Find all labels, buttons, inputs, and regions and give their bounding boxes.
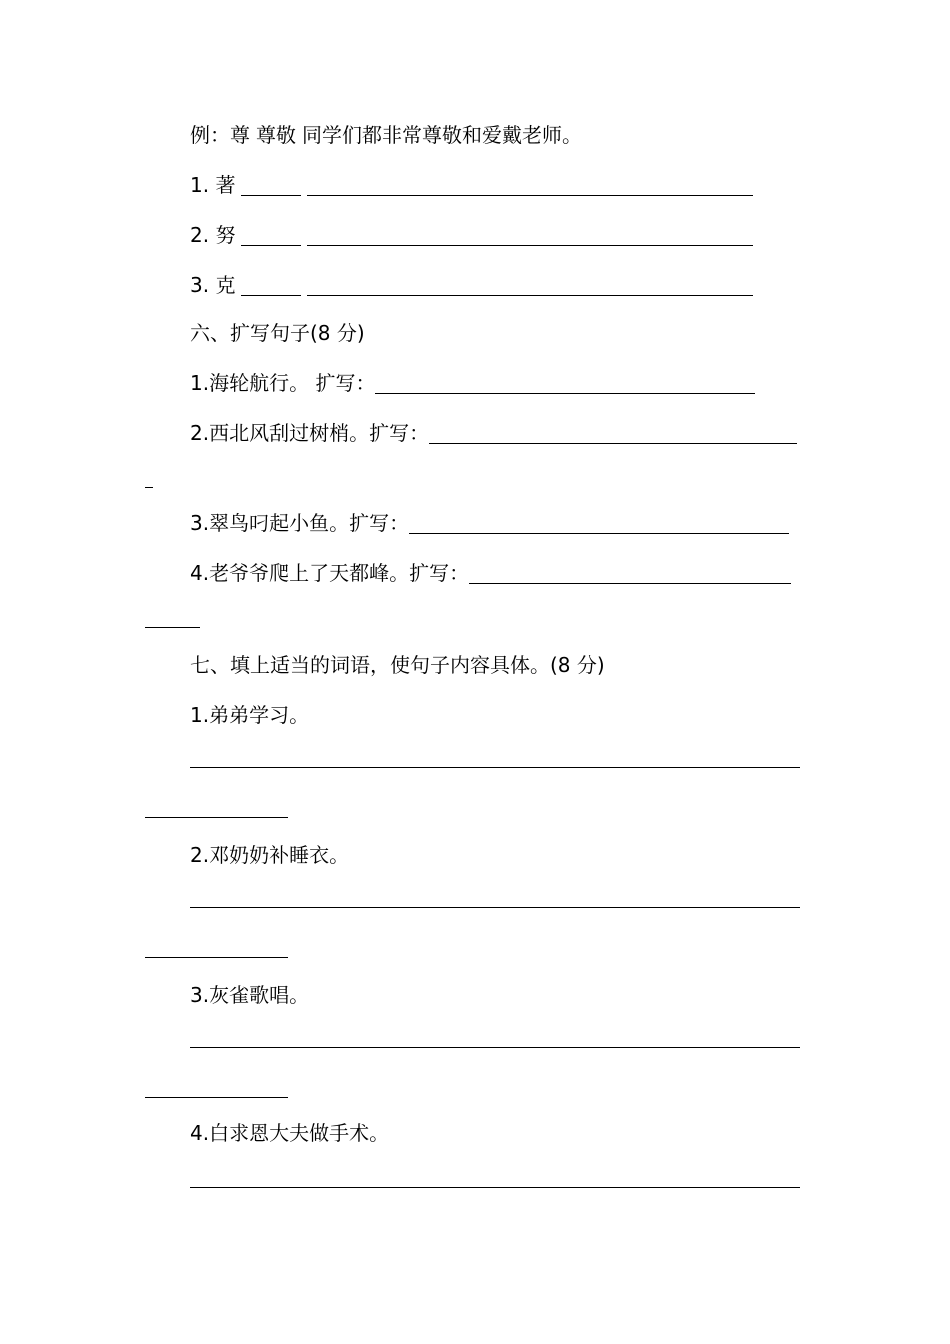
- word-blank[interactable]: [241, 223, 301, 246]
- expand-blank-tail[interactable]: [145, 605, 200, 628]
- expand-blank[interactable]: [409, 511, 789, 534]
- answer-blank-tail[interactable]: [145, 1075, 288, 1098]
- expand-item: [190, 368, 755, 398]
- expand-item-label: 4.老爷爷爬上了天都峰。扩写：: [190, 561, 470, 585]
- example-char: 尊: [230, 123, 250, 147]
- word-blank[interactable]: [241, 273, 301, 296]
- detail-item: [190, 1118, 389, 1148]
- answer-line-continuation: [145, 1072, 288, 1102]
- detail-item: [190, 700, 309, 730]
- section6-heading: 六、扩写句子(8 分): [190, 321, 365, 345]
- expand-item-label: 2.西北风刮过树梢。扩写：: [190, 421, 430, 445]
- answer-blank[interactable]: [190, 1165, 800, 1188]
- sentence-blank[interactable]: [307, 173, 753, 196]
- word-item: [190, 270, 753, 300]
- expand-blank-continuation: [145, 462, 153, 492]
- expand-item: [190, 508, 789, 538]
- answer-line: [190, 882, 800, 912]
- word-item-label: 2. 努: [190, 223, 236, 247]
- example-sentence: 同学们都非常尊敬和爱戴老师。: [302, 123, 582, 147]
- expand-item-label: 1.海轮航行。 扩写：: [190, 371, 376, 395]
- example-label: 例：: [190, 123, 230, 147]
- word-item-label: 1. 著: [190, 173, 236, 197]
- detail-item-label: 4.白求恩大夫做手术。: [190, 1121, 390, 1145]
- detail-item: [190, 980, 309, 1010]
- expand-blank[interactable]: [375, 371, 755, 394]
- example-line: [190, 120, 582, 150]
- answer-line: [190, 1022, 800, 1052]
- word-item-label: 3. 克: [190, 273, 236, 297]
- expand-item: [190, 418, 797, 448]
- answer-line-continuation: [145, 792, 288, 822]
- expand-item: [190, 558, 791, 588]
- answer-blank[interactable]: [190, 745, 800, 768]
- expand-blank[interactable]: [429, 421, 797, 444]
- detail-item-label: 2.邓奶奶补睡衣。: [190, 843, 350, 867]
- word-item: [190, 170, 753, 200]
- sentence-blank[interactable]: [307, 273, 753, 296]
- expand-blank[interactable]: [469, 561, 791, 584]
- detail-item-label: 3.灰雀歌唱。: [190, 983, 310, 1007]
- example-word: 尊敬: [256, 123, 296, 147]
- answer-line: [190, 1162, 800, 1192]
- answer-line: [190, 742, 800, 772]
- answer-blank[interactable]: [190, 885, 800, 908]
- answer-blank-tail[interactable]: [145, 935, 288, 958]
- expand-blank-continuation: [145, 602, 200, 632]
- answer-line-continuation: [145, 932, 288, 962]
- expand-item-label: 3.翠鸟叼起小鱼。扩写：: [190, 511, 410, 535]
- word-blank[interactable]: [241, 173, 301, 196]
- expand-blank-tail[interactable]: [145, 465, 153, 488]
- word-item: [190, 220, 753, 250]
- answer-blank-tail[interactable]: [145, 795, 288, 818]
- detail-item: [190, 840, 349, 870]
- detail-item-label: 1.弟弟学习。: [190, 703, 310, 727]
- answer-blank[interactable]: [190, 1025, 800, 1048]
- section7-heading: 七、填上适当的词语，使句子内容具体。(8 分): [190, 653, 605, 677]
- sentence-blank[interactable]: [307, 223, 753, 246]
